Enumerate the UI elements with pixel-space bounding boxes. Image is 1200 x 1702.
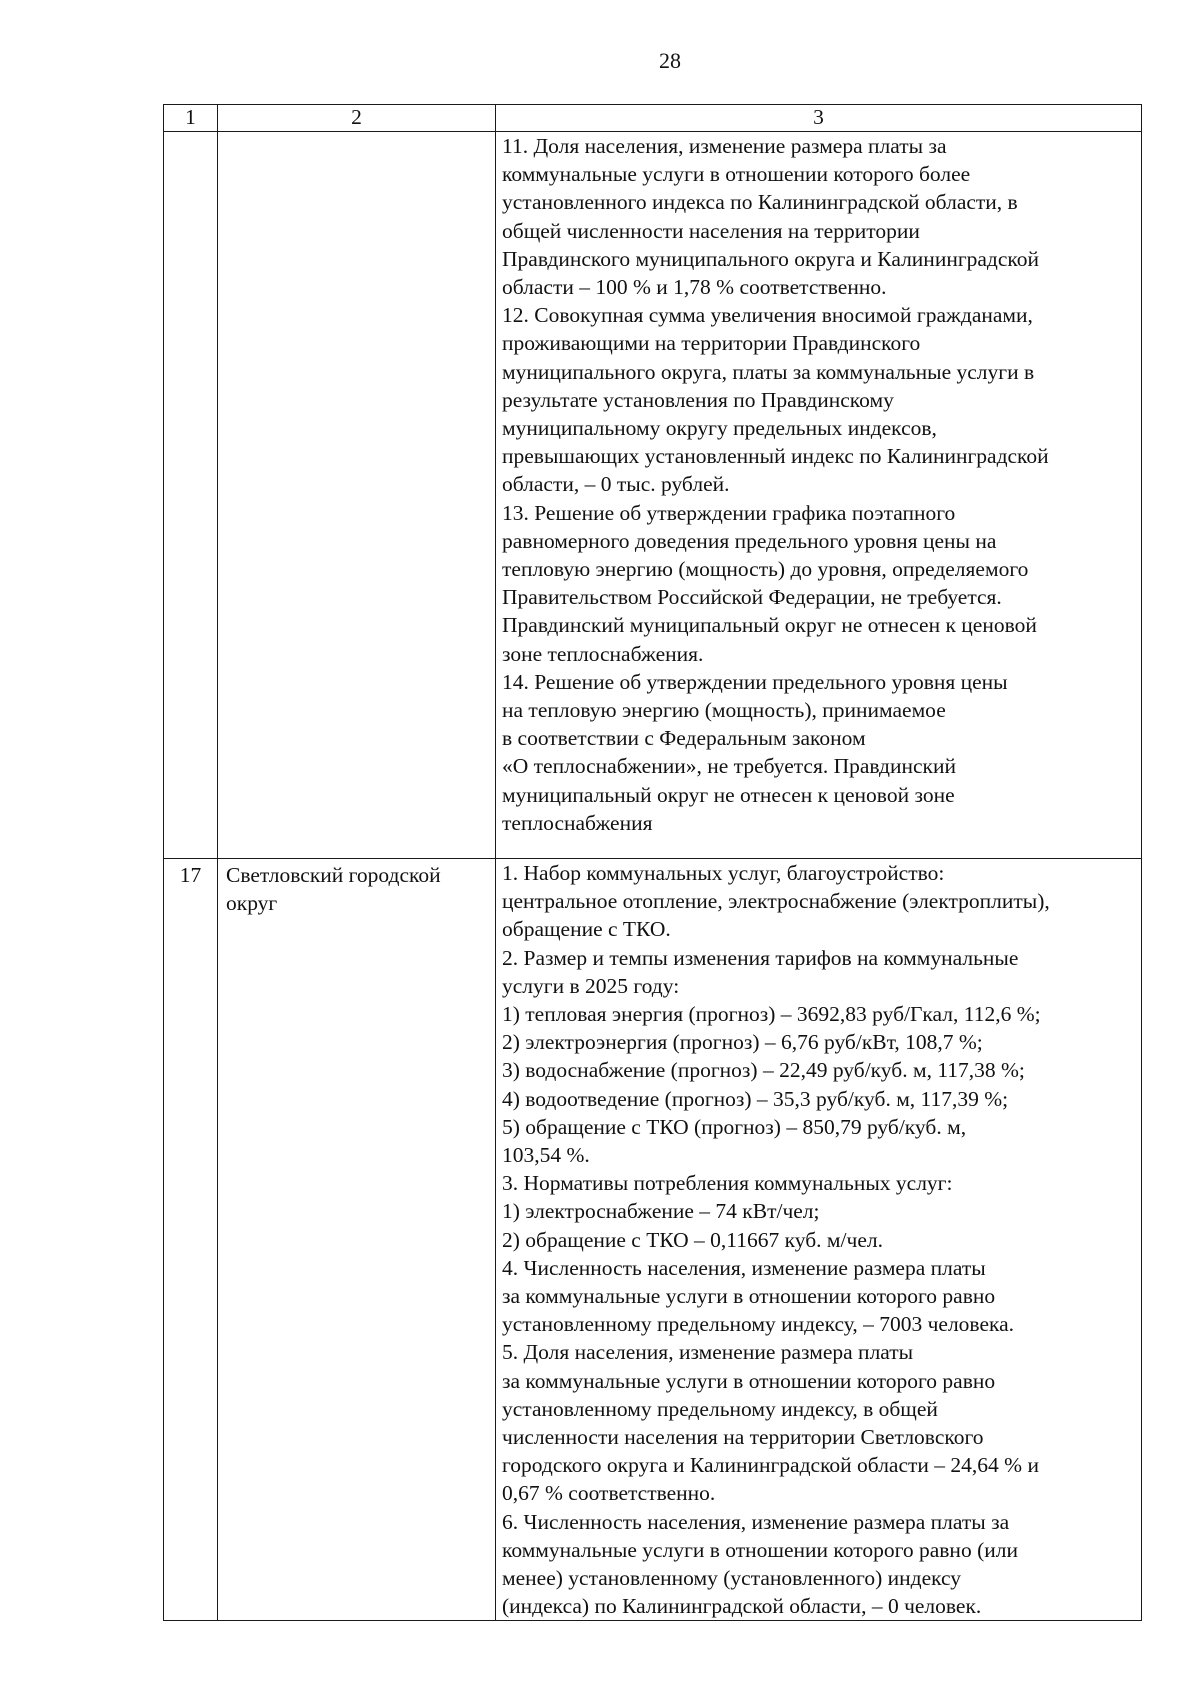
- header-cell-1: 1: [164, 105, 218, 132]
- text-line: 1) электроснабжение – 74 кВт/чел;: [502, 1199, 820, 1224]
- text-line: муниципальному округу предельных индексов,: [502, 416, 937, 441]
- row-number-cell: [164, 132, 218, 859]
- text-line: 12. Совокупная сумма увеличения вносимой гражданами,: [502, 303, 1033, 328]
- text-line: установленного индекса по Калининградской области, в: [502, 190, 1018, 215]
- text-line: «О теплоснабжении», не требуется. Правдинский: [502, 754, 956, 779]
- text-line: в соответствии с Федеральным законом: [502, 726, 866, 751]
- text-line: 2) обращение с ТКО – 0,11667 куб. м/чел.: [502, 1227, 883, 1252]
- text-line: 13. Решение об утверждении графика поэтапного: [502, 500, 956, 525]
- table-row: [164, 132, 1142, 859]
- text-line: 2. Размер и темпы изменения тарифов на коммунальные: [502, 945, 1019, 970]
- text-line: 4) водоотведение (прогноз) – 35,3 руб/куб. м, 117,39 %;: [502, 1086, 1009, 1111]
- text-line: за коммунальные услуги в отношении которого равно: [502, 1368, 996, 1393]
- text-line: равномерного доведения предельного уровня цены на: [502, 528, 997, 553]
- text-line: теплоснабжения: [502, 810, 653, 835]
- content-cell: [496, 859, 1142, 1621]
- text-line: установленному предельному индексу, – 7003 человека.: [502, 1312, 1015, 1337]
- text-line: на тепловую энергию (мощность), принимаемое: [502, 698, 946, 723]
- header-cell-2: 2: [218, 105, 496, 132]
- content-cell: [496, 132, 1142, 859]
- text-line: 1. Набор коммунальных услуг, благоустройство:: [502, 861, 945, 885]
- text-line: услуги в 2025 году:: [502, 973, 680, 998]
- text-line: области – 100 % и 1,78 % соответственно.: [502, 275, 887, 300]
- header-cell-3: 3: [496, 105, 1142, 132]
- text-line: 2) электроэнергия (прогноз) – 6,76 руб/кВт, 108,7 %;: [502, 1030, 983, 1055]
- text-line: центральное отопление, электроснабжение (электроплиты),: [502, 889, 1050, 914]
- text-line: общей численности населения на территории: [502, 218, 920, 243]
- text-line: 3) водоснабжение (прогноз) – 22,49 руб/куб. м, 117,38 %;: [502, 1058, 1025, 1083]
- content-lines: [502, 132, 1137, 837]
- text-line: 4. Численность населения, изменение размера платы: [502, 1255, 986, 1280]
- text-line: 6. Численность населения, изменение размера платы за: [502, 1509, 1010, 1534]
- text-line: тепловую энергию (мощность) до уровня, определяемого: [502, 557, 1029, 582]
- text-line: муниципальный округ не отнесен к ценовой зоне: [502, 782, 955, 807]
- text-line: коммунальные услуги в отношении которого равно (или: [502, 1537, 1018, 1562]
- text-line: Правдинский муниципальный округ не отнесен к ценовой: [502, 613, 1037, 638]
- text-line: 5. Доля населения, изменение размера платы: [502, 1340, 914, 1365]
- document-table: [163, 104, 1142, 1621]
- text-line: 14. Решение об утверждении предельного уровня цены: [502, 669, 1008, 694]
- text-line: 1) тепловая энергия (прогноз) – 3692,83 руб/Гкал, 112,6 %;: [502, 1002, 1041, 1027]
- text-line: Правительством Российской Федерации, не требуется.: [502, 585, 1002, 610]
- text-line: Правдинского муниципального округа и Калининградской: [502, 246, 1040, 271]
- text-line: проживающими на территории Правдинского: [502, 331, 921, 356]
- text-line: зоне теплоснабжения.: [502, 641, 704, 666]
- text-line: 0,67 % соответственно.: [502, 1481, 716, 1506]
- text-line: результате установления по Правдинскому: [502, 387, 894, 412]
- text-line: обращение с ТКО.: [502, 917, 671, 942]
- table-header-row: [164, 105, 1142, 132]
- text-line: коммунальные услуги в отношении которого более: [502, 162, 971, 187]
- text-line: численности населения на территории Светловского: [502, 1425, 984, 1450]
- municipality-name-cell: [218, 132, 496, 859]
- row-number-cell: 17: [164, 859, 218, 1621]
- table-row: [164, 859, 1142, 1621]
- text-line: менее) установленному (установленного) индексу: [502, 1566, 962, 1591]
- text-line: 3. Нормативы потребления коммунальных услуг:: [502, 1171, 953, 1196]
- text-line: за коммунальные услуги в отношении которого равно: [502, 1284, 996, 1309]
- text-line: превышающих установленный индекс по Калининградской: [502, 444, 1049, 469]
- text-line: 103,54 %.: [502, 1143, 590, 1168]
- text-line: установленному предельному индексу, в общей: [502, 1396, 938, 1421]
- municipality-name-cell: Светловский городской округ: [218, 859, 496, 1621]
- text-line: 11. Доля населения, изменение размера платы за: [502, 134, 947, 158]
- text-line: муниципального округа, платы за коммунальные услуги в: [502, 359, 1035, 384]
- text-line: городского округа и Калининградской области – 24,64 % и: [502, 1453, 1039, 1478]
- text-line: 5) обращение с ТКО (прогноз) – 850,79 руб/куб. м,: [502, 1114, 967, 1139]
- content-lines: [502, 859, 1137, 1620]
- text-line: области, – 0 тыс. рублей.: [502, 472, 730, 497]
- page-number: 28: [659, 48, 681, 73]
- text-line: (индекса) по Калининградской области, – 0 человек.: [502, 1594, 982, 1619]
